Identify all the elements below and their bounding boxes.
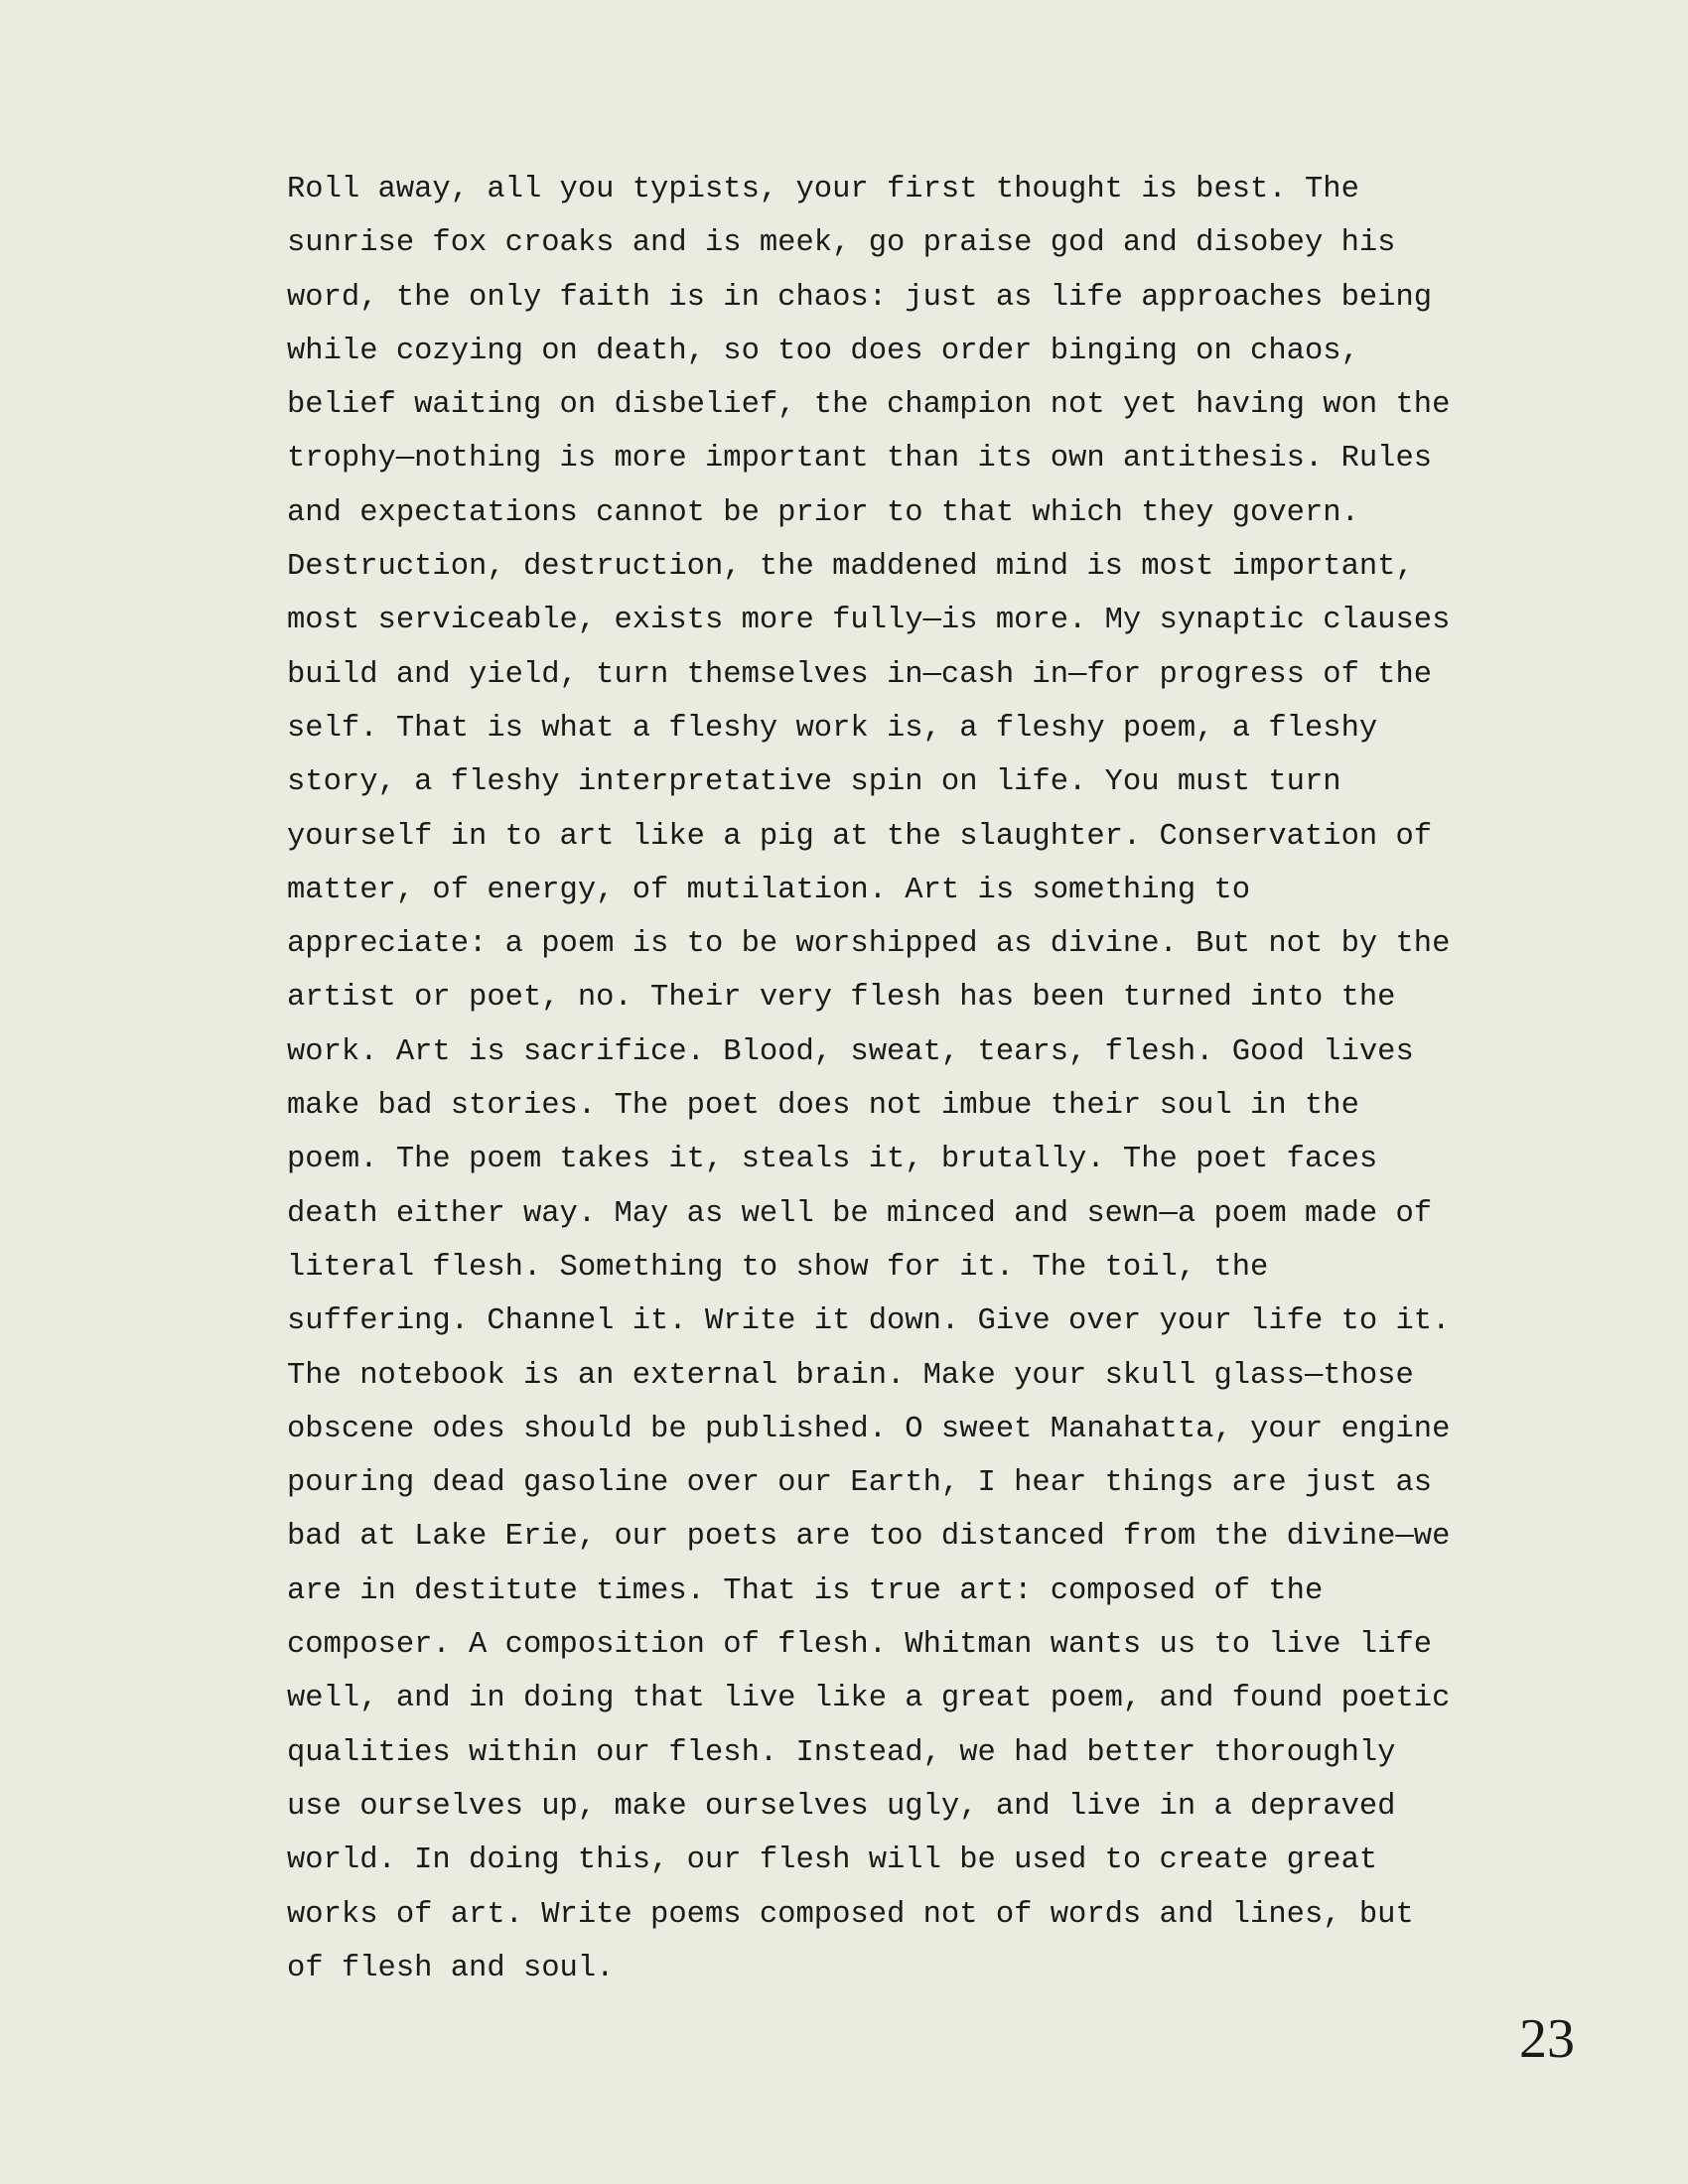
text-line: world. In doing this, our flesh will be used to create great xyxy=(287,1843,1378,1878)
text-line: trophy—nothing is more important than its own antithesis. Rules xyxy=(287,442,1433,477)
text-line: word, the only faith is in chaos: just as life approaches being xyxy=(287,280,1433,315)
text-line: literal flesh. Something to show for it. The toil, the xyxy=(287,1250,1269,1285)
text-line: yourself in to art like a pig at the slaughter. Conservation of xyxy=(287,819,1433,854)
body-text xyxy=(287,163,1451,1995)
text-line: appreciate: a poem is to be worshipped as divine. But not by the xyxy=(287,927,1451,962)
text-line: The notebook is an external brain. Make your skull glass—those xyxy=(287,1358,1414,1393)
text-line: work. Art is sacrifice. Blood, sweat, tears, flesh. Good lives xyxy=(287,1034,1414,1069)
text-line: and expectations cannot be prior to that which they govern. xyxy=(287,495,1359,530)
text-line: poem. The poem takes it, steals it, brutally. The poet faces xyxy=(287,1143,1378,1177)
text-line: use ourselves up, make ourselves ugly, and live in a depraved xyxy=(287,1789,1396,1824)
text-line: well, and in doing that live like a great poem, and found poetic xyxy=(287,1682,1451,1716)
text-line: story, a fleshy interpretative spin on life. You must turn xyxy=(287,765,1341,800)
text-line: while cozying on death, so too does order binging on chaos, xyxy=(287,334,1359,368)
text-line: most serviceable, exists more fully—is more. My synaptic clauses xyxy=(287,604,1451,638)
text-line: pouring dead gasoline over our Earth, I hear things are just as xyxy=(287,1466,1433,1501)
text-line: qualities within our flesh. Instead, we had better thoroughly xyxy=(287,1735,1396,1770)
text-line: death either way. May as well be minced and sewn—a poem made of xyxy=(287,1196,1433,1231)
text-line: suffering. Channel it. Write it down. Give over your life to it. xyxy=(287,1304,1451,1339)
text-line: artist or poet, no. Their very flesh has been turned into the xyxy=(287,981,1396,1016)
text-line: works of art. Write poems composed not of words and lines, but xyxy=(287,1897,1414,1932)
text-line: Destruction, destruction, the maddened mind is most important, xyxy=(287,550,1414,585)
text-line: make bad stories. The poet does not imbue their soul in the xyxy=(287,1089,1359,1124)
text-line: belief waiting on disbelief, the champion not yet having won the xyxy=(287,388,1451,423)
text-line: composer. A composition of flesh. Whitman wants us to live life xyxy=(287,1628,1433,1663)
text-line: sunrise fox croaks and is meek, go praise god and disobey his xyxy=(287,226,1396,261)
text-line: build and yield, turn themselves in—cash in—for progress of the xyxy=(287,657,1433,692)
text-line: self. That is what a fleshy work is, a fleshy poem, a fleshy xyxy=(287,711,1378,746)
page-number: 23 xyxy=(1519,2008,1575,2070)
text-line: of flesh and soul. xyxy=(287,1951,615,1985)
text-line: matter, of energy, of mutilation. Art is something to xyxy=(287,873,1251,907)
text-line: are in destitute times. That is true art: composed of the xyxy=(287,1573,1324,1608)
text-line: bad at Lake Erie, our poets are too distanced from the divine—we xyxy=(287,1520,1451,1555)
text-line: obscene odes should be published. O sweet Manahatta, your engine xyxy=(287,1412,1451,1446)
text-line: Roll away, all you typists, your first thought is best. The xyxy=(287,173,1359,206)
